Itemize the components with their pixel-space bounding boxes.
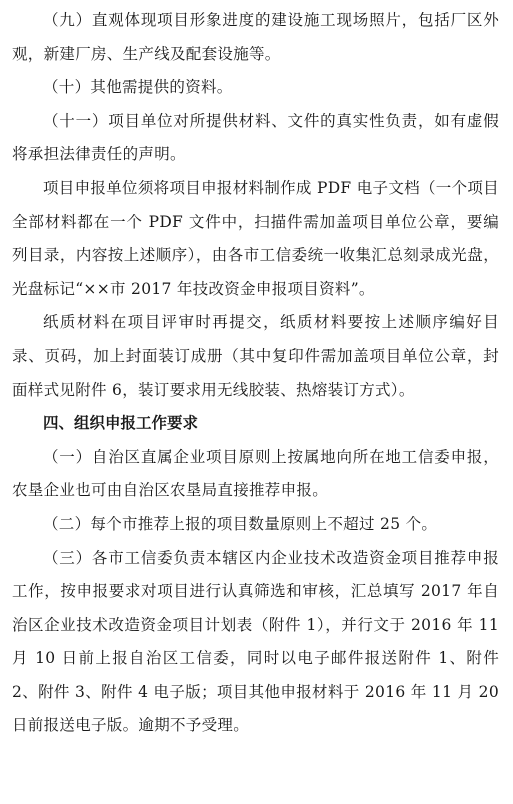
paragraph-requirement-3: （三）各市工信委负责本辖区内企业技术改造资金项目推荐申报工作，按申报要求对项目进行认真筛选和审核，汇总填写 2017 年自治区企业技术改造资金项目计划表（附件 1），并行文于 2016 年 11 月 10 日前上报自治区工信委，同时以电子邮件报送附件 1、附件 2、附件 3、附件 4 电子版；项目其他申报材料于 2016 年 11 月 20 日前报送电子版。逾期不予受理。 [12, 548, 499, 735]
paragraph-requirement-1: （一）自治区直属企业项目原则上按属地向所在地工信委申报，农垦企业也可由自治区农垦局直接推荐申报。 [12, 447, 499, 500]
section-heading: 四、组织申报工作要求 [43, 414, 199, 433]
paragraph-paper-materials: 纸质材料在项目评审时再提交，纸质材料要按上述顺序编好目录、页码，加上封面装订成册（其中复印件需加盖项目单位公章，封面样式见附件 6，装订要求用无线胶装、热熔装订方式）。 [12, 313, 499, 399]
paragraph-item-11-statement: （十一）项目单位对所提供材料、文件的真实性负责，如有虚假将承担法律责任的声明。 [12, 111, 499, 164]
paragraph-pdf-requirements: 项目申报单位须将项目申报材料制作成 PDF 电子文档（一个项目全部材料都在一个 PDF 文件中，扫描件需加盖项目单位公章，要编列目录，内容按上述顺序），由各市工信委统一收集汇总刻录成光盘，光盘标记“××市 2017 年技改资金申报项目资料”。 [12, 178, 499, 298]
paragraph-requirement-2: （二）每个市推荐上报的项目数量原则上不超过 25 个。 [43, 514, 438, 533]
paragraph-item-9-photos: （九）直观体现项目形象进度的建设施工现场照片，包括厂区外观，新建厂房、生产线及配套设施等。 [12, 11, 499, 63]
paragraph-item-10-other: （十）其他需提供的资料。 [43, 78, 233, 97]
